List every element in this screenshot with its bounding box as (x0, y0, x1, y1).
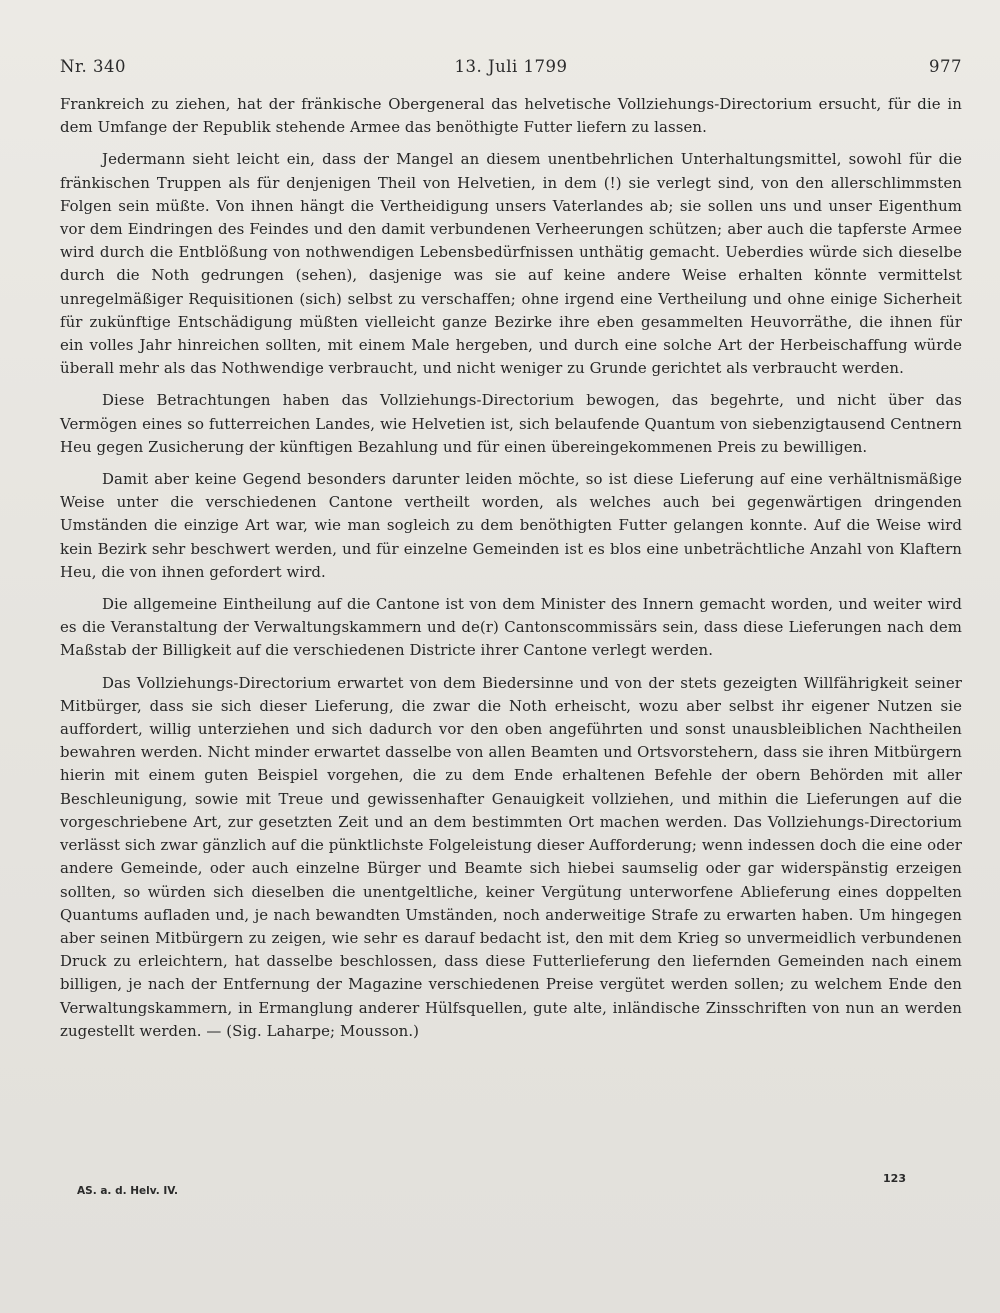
document-number: Nr. 340 (60, 57, 126, 76)
paragraph-1: Frankreich zu ziehen, hat der fränkische Obergeneral das helvetische Vollziehungs-Directorium ersucht, für die in dem Umfange der Republik stehende Armee das benöthigte Futter liefern zu lassen. (60, 95, 962, 137)
paragraph-3: Diese Betrachtungen haben das Vollziehungs-Directorium bewogen, das begehrte, und nicht über das Vermögen eines so futterreichen Landes, wie Helvetien ist, sich belaufende Quantum von siebenzigtausend Centnern Heu gegen Zusicherung der künftigen Bezahlung und für einen übereingekommenen Preis zu bewilligen. (60, 391, 962, 456)
paragraph-4: Damit aber keine Gegend besonders darunter leiden möchte, so ist diese Lieferung auf eine verhältnismäßige Weise unter die verschiedenen Cantone vertheilt worden, als welches auch bei gegenwärtigen dringenden Umständen die einzige Art war, wie man sogleich zu dem benöthigten Futter gelangen konnte. Auf die Weise wird kein Bezirk sehr beschwert werden, und für einzelne Gemeinden ist es blos eine unbeträchtliche Anzahl von Klaftern Heu, die von ihnen gefordert wird. (60, 470, 962, 581)
paragraph-5: Die allgemeine Eintheilung auf die Cantone ist von dem Minister des Innern gemacht worden, und weiter wird es die Veranstaltung der Verwaltungskammern und de(r) Cantonscommissärs sein, dass diese Lieferungen nach dem Maßstab der Billigkeit auf die verschiedenen Districte ihrer Cantone verlegt werden. (60, 595, 962, 660)
source-abbreviation: AS. a. d. Helv. IV. (77, 1185, 179, 1197)
paragraph-6: Das Vollziehungs-Directorium erwartet von dem Biedersinne und von der stets gezeigten Willfährigkeit seiner Mitbürger, dass sie sich dieser Lieferung, die zwar die Noth erheischt, wozu aber selbst ihr eigener Nutzen sie auffordert, willig unterziehen und sich dadurch vor den oben angeführten und sonst unausbleiblichen Nachtheilen bewahren werden. Nicht minder erwartet dasselbe von allen Beamten und Ortsvorstehern, dass sie ihren Mitbürgern hierin mit einem guten Beispiel vorgehen, die zu dem Ende erhaltenen Befehle der obern Behörden mit aller Beschleunigung, sowie mit Treue und gewissenhafter Genauigkeit vollziehen, und mithin die Lieferungen auf die vorgeschriebene Art, zur gesetzten Zeit und an dem bestimmten Ort machen werden. Das Vollziehungs-Directorium verlässt sich zwar gänzlich auf die pünktlichste Folgeleistung dieser Aufforderung; wenn indessen doch die eine oder andere Gemeinde, oder auch einzelne Bürger und Beamte sich hiebei saumselig oder gar widerspänstig erzeigen sollten, so würden sich dieselben die unentgeltliche, keiner Vergütung unterworfene Ablieferung eines doppelten Quantums aufladen und, je nach bewandten Umständen, noch anderweitige Strafe zu erwarten haben. Um hingegen aber seinen Mitbürgern zu zeigen, wie sehr es darauf bedacht ist, den mit dem Krieg so unvermeidlich verbundenen Druck zu erleichtern, hat dasselbe beschlossen, dass diese Futterlieferung den liefernden Gemeinden nach einem billigen, je nach der Entfernung der Magazine verschiedenen Preise vergütet werden sollen; zu welchem Ende den Verwaltungskammern, in Ermanglung anderer Hülfsquellen, gute alte, inländische Zinsschriften von nun an werden zugestellt werden. — (Sig. Laharpe; Mousson.) (60, 673, 962, 1040)
page-footer (77, 1172, 906, 1197)
sheet-signature: 123 (883, 1172, 906, 1185)
paragraph-2: Jedermann sieht leicht ein, dass der Mangel an diesem unentbehrlichen Unterhaltungsmittel, sowohl für die fränkischen Truppen als für denjenigen Theil von Helvetien, in dem (!) sie verlegt sind, von den allerschlimmsten Folgen sein müßte. Von ihnen hängt die Vertheidigung unsers Vaterlandes ab; sie sollen uns und unser Eigenthum vor dem Eindringen des Feindes und den damit verbundenen Verheerungen schützen; aber auch die tapferste Armee wird durch die Entblößung von nothwendigen Lebensbedürfnissen unthätig gemacht. Ueberdies würde sich dieselbe durch die Noth gedrungen (sehen), dasjenige was sie auf keine andere Weise erhalten könnte vermittelst unregelmäßiger Requisitionen (sich) selbst zu verschaffen; ohne irgend eine Vertheilung und ohne einige Sicherheit für zukünftige Entschädigung müßten vielleicht ganze Bezirke ihre eben gesammelten Heuvorräthe, die ihnen für ein volles Jahr hinreichen sollten, mit einem Male hergeben, und durch eine solche Art der Herbeischaffung würde überall mehr als das Nothwendige verbraucht, und nicht weniger zu Grunde gerichtet als verbraucht werden. (60, 150, 962, 378)
page-number: 977 (929, 57, 962, 76)
document-date: 13. Juli 1799 (454, 57, 568, 76)
document-body (60, 93, 962, 1052)
page-header (60, 57, 962, 83)
